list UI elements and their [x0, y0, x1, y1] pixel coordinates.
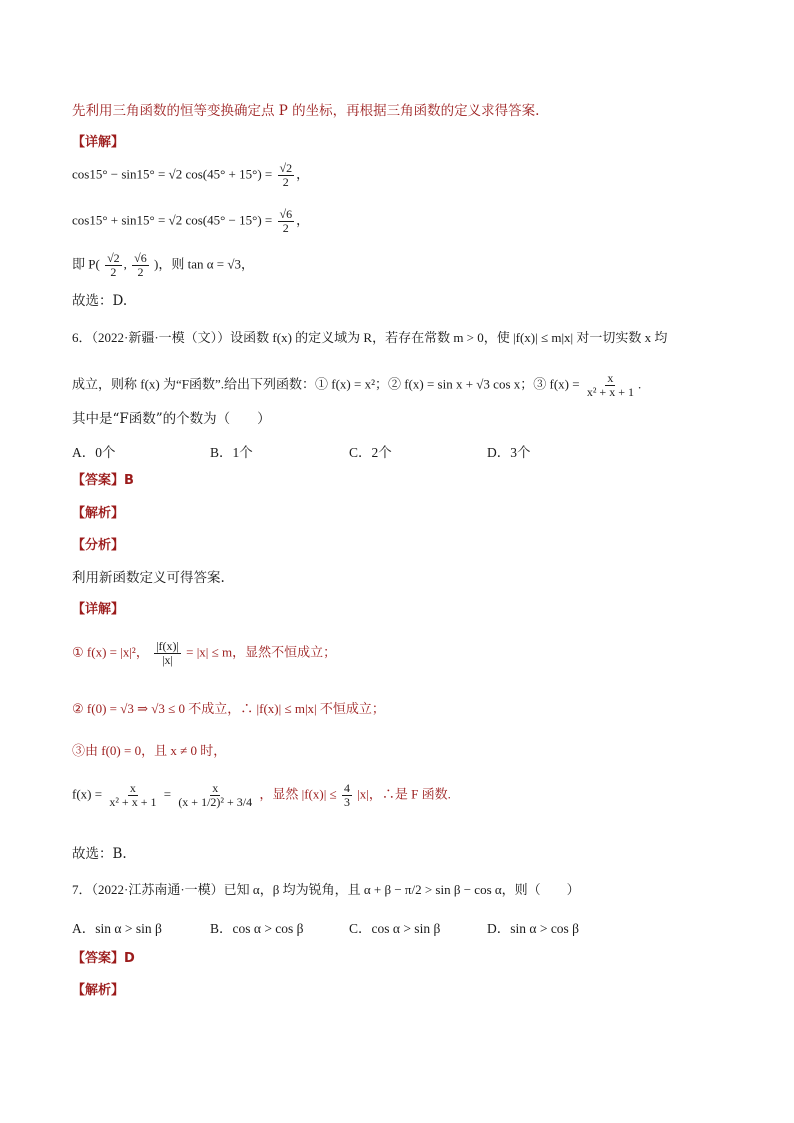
q6-item3-tail-b: |x|，∴是 F 函数. [357, 786, 451, 802]
q5-eq2-num: √6 [279, 207, 293, 221]
q6-fenxi-label: 【分析】 [72, 538, 125, 553]
q6-item1 [72, 640, 336, 667]
q6-item3-frac1-den: x² + x + 1 [109, 795, 157, 810]
q6-option-d: D．3个 [487, 445, 531, 460]
q6-item3-eq-sign: = [163, 786, 172, 802]
q6-item3-frac2-num: x [212, 781, 219, 795]
q7-option-a: A．sin α > sin β [72, 921, 162, 936]
q5-point-y-den: 2 [137, 265, 144, 280]
q6-option-c: C．2个 [349, 445, 392, 460]
q6-stem-line1: 6．（2022·新疆·一模（文））设函数 f(x) 的定义域为 R，若存在常数 m > 0，使 |f(x)| ≤ m|x| 对一切实数 x 均 [72, 330, 668, 345]
q6-item3-intro: ③由 f(0) = 0，且 x ≠ 0 时， [72, 743, 227, 758]
q6-stem-frac-den: x² + x + 1 [586, 385, 634, 400]
q6-item1-frac [154, 640, 181, 667]
q5-eq2-frac [278, 208, 295, 235]
q6-stem-frac-num: x [607, 371, 614, 385]
q6-fenxi-text: 利用新函数定义可得答案. [72, 570, 225, 586]
q5-eq1-den: 2 [282, 175, 289, 190]
q6-item3-tail-a: ，显然 |f(x)| ≤ [259, 786, 337, 802]
q5-point-x-num: √2 [107, 251, 120, 265]
q5-point-y-num: √6 [134, 251, 147, 265]
q6-item1-frac-num: |f(x)| [156, 639, 179, 653]
q6-item3-tail-frac-den: 3 [343, 795, 350, 810]
q6-detail-label: 【详解】 [72, 602, 125, 617]
q6-stem-frac [585, 372, 636, 399]
q7-answer-label: 【答案】D [72, 951, 135, 966]
q5-eq2: cos15° + sin15° = √2 cos(45° − 15°) = $\frac{√6}{2}$ ， [72, 207, 310, 236]
q5-eq1: cos15° − sin15° = √2 cos(45° + 15°) = $\frac{√2}{2}$ ， [72, 161, 310, 190]
q5-point: 即 P( $\frac{√2}{2}$ , $\frac{√6}{2}$ )，则 tan α = √3， [72, 251, 254, 280]
q6-stem-line2: 成立，则称 f(x) 为“F函数”.给出下列函数：① f(x) = x²；② f(x) = sin x + √3 cos x；③ f(x) = $\frac{x}{\text{x² + x + 1}}$ . [72, 371, 642, 400]
q6-item1-frac-den: |x| [162, 653, 173, 668]
q5-eq2-lhs: cos15° + sin15° = √2 cos(45° − 15°) = [72, 212, 273, 228]
q6-item3-frac1-num: x [129, 781, 136, 795]
q5-point-y [132, 252, 149, 279]
q6-option-b: B．1个 [210, 445, 253, 460]
q7-option-b: B．cos α > cos β [210, 921, 304, 936]
q5-point-suffix: )，则 tan α = √3， [154, 256, 254, 272]
q6-item3-tail-frac-num: 4 [343, 781, 350, 795]
q7-option-d: D．sin α > cos β [487, 921, 580, 936]
q5-eq1-frac [278, 162, 295, 189]
q6-item3-eq [72, 782, 451, 809]
q5-eq1-lhs: cos15° − sin15° = √2 cos(45° + 15°) = [72, 166, 273, 182]
q5-eq1-num: √2 [279, 161, 293, 175]
q5-point-x-den: 2 [110, 265, 117, 280]
q6-stem-line2-text: 成立，则称 f(x) 为“F函数”.给出下列函数：① f(x) = x²；② f(x) = sin x + √3 cos x；③ f(x) = [72, 376, 580, 392]
q6-item1-b: = |x| ≤ m，显然不恒成立； [186, 644, 337, 660]
q6-item3-tail-frac [342, 782, 352, 809]
q6-item3-frac1 [107, 782, 158, 809]
q6-answer-label: 【答案】B [72, 473, 134, 488]
q7-analysis-label: 【解析】 [72, 983, 125, 998]
q6-analysis-label: 【解析】 [72, 506, 125, 521]
q5-eq2-den: 2 [282, 221, 289, 236]
q6-item3-lhs: f(x) = [72, 786, 103, 802]
q6-stem-line3: 其中是“F函数”的个数为（ ） [72, 411, 271, 427]
q5-intro: 先利用三角函数的恒等变换确定点 P 的坐标，再根据三角函数的定义求得答案. [72, 103, 540, 119]
q6-option-a: A．0个 [72, 445, 116, 460]
q5-point-prefix: 即 P( [72, 256, 100, 272]
q5-detail-label: 【详解】 [72, 135, 125, 150]
q6-item3-frac2 [176, 782, 254, 809]
q6-item2: ② f(0) = √3 ⇒ √3 ≤ 0 不成立，∴ |f(x)| ≤ m|x| 不恒成立； [72, 701, 385, 716]
q5-answer: 故选：D. [72, 293, 128, 309]
q6-answer: 故选：B. [72, 846, 127, 862]
q7-stem: 7．（2022·江苏南通·一模）已知 α，β 均为锐角，且 α + β − π/2 > sin β − cos α，则（ ） [72, 882, 580, 897]
q6-item1-a: ① f(x) = |x|²， [72, 644, 149, 660]
q7-option-c: C．cos α > sin β [349, 921, 441, 936]
q6-item3-frac2-den: (x + 1/2)² + 3/4 [178, 795, 253, 810]
q5-point-x [105, 252, 122, 279]
